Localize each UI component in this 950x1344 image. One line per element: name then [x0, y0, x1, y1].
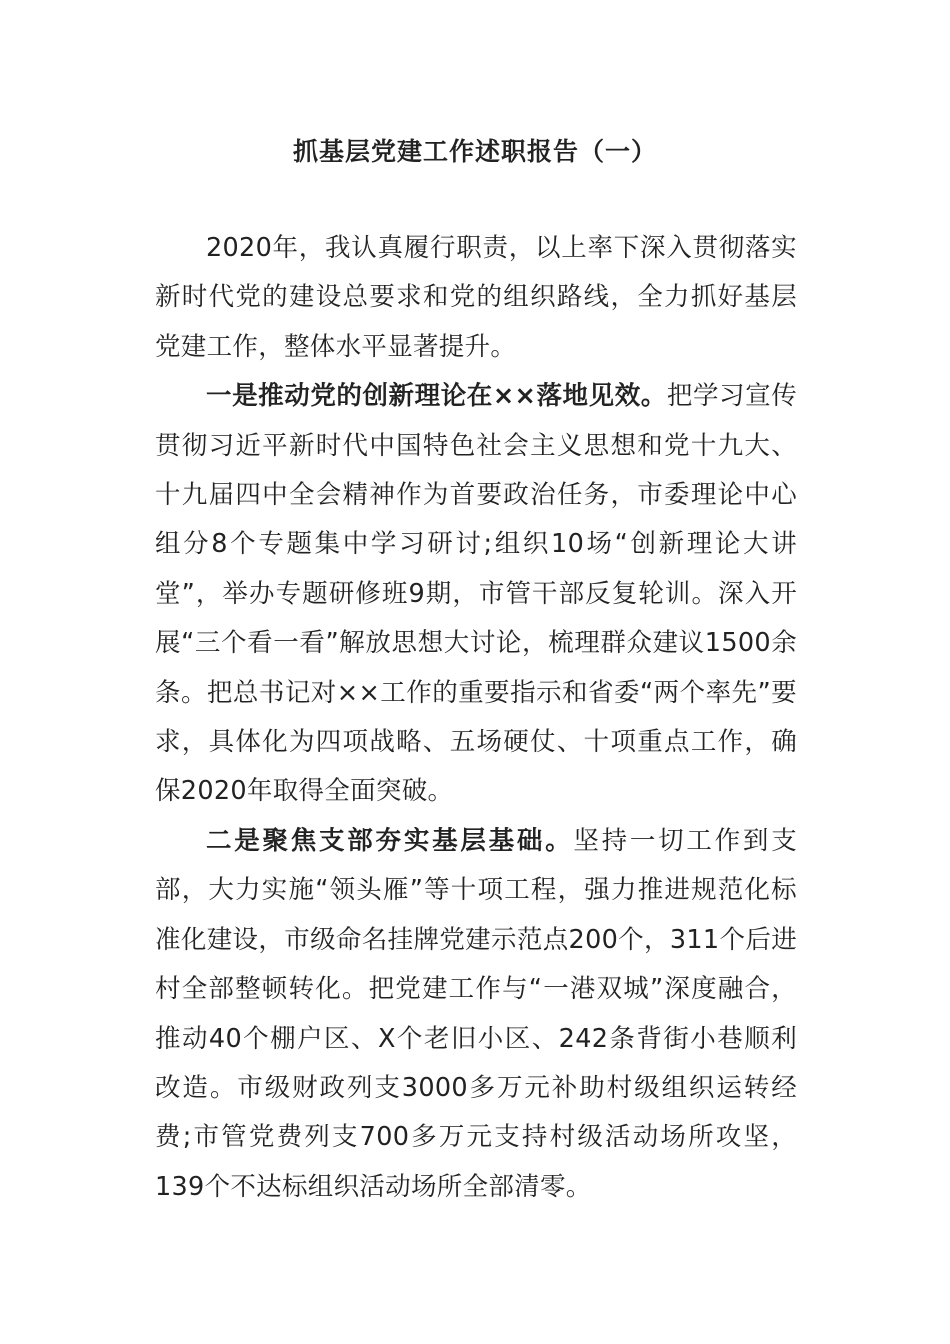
document-body [155, 224, 797, 1212]
paragraph-point-two [155, 817, 797, 1212]
paragraph-text: 坚持一切工作到支部，大力实施“领头雁”等十项工程，强力推进规范化标准化建设，市级命名挂牌党建示范点200个，311个后进村全部整顿转化。把党建工作与“一港双城”深度融合，推动40个棚户区、X个老旧小区、242条背街小巷顺利改造。市级财政列支3000多万元补助村级组织运转经费;市管党费列支700多万元支持村级活动场所攻坚，139个不达标组织活动场所全部清零。 [155, 825, 797, 1202]
paragraph-lead: 二是聚焦支部夯实基层基础。 [206, 825, 574, 856]
document-title: 抓基层党建工作述职报告（一） [292, 137, 657, 166]
paragraph-intro [155, 224, 797, 372]
paragraph-lead: 一是推动党的创新理论在××落地见效。 [206, 381, 667, 412]
paragraph-text: 把学习宣传贯彻习近平新时代中国特色社会主义思想和党十九大、十九届四中全会精神作为首要政治任务，市委理论中心组分8个专题集中学习研讨;组织10场“创新理论大讲堂”，举办专题研修班9期，市管干部反复轮训。深入开展“三个看一看”解放思想大讨论，梳理群众建议1500余条。把总书记对××工作的重要指示和省委“两个率先”要求，具体化为四项战略、五场硬仗、十项重点工作，确保2020年取得全面突破。 [155, 381, 797, 807]
paragraph-point-one [155, 372, 797, 817]
paragraph-text: 2020年，我认真履行职责，以上率下深入贯彻落实新时代党的建设总要求和党的组织路线，全力抓好基层党建工作，整体水平显著提升。 [155, 233, 797, 362]
